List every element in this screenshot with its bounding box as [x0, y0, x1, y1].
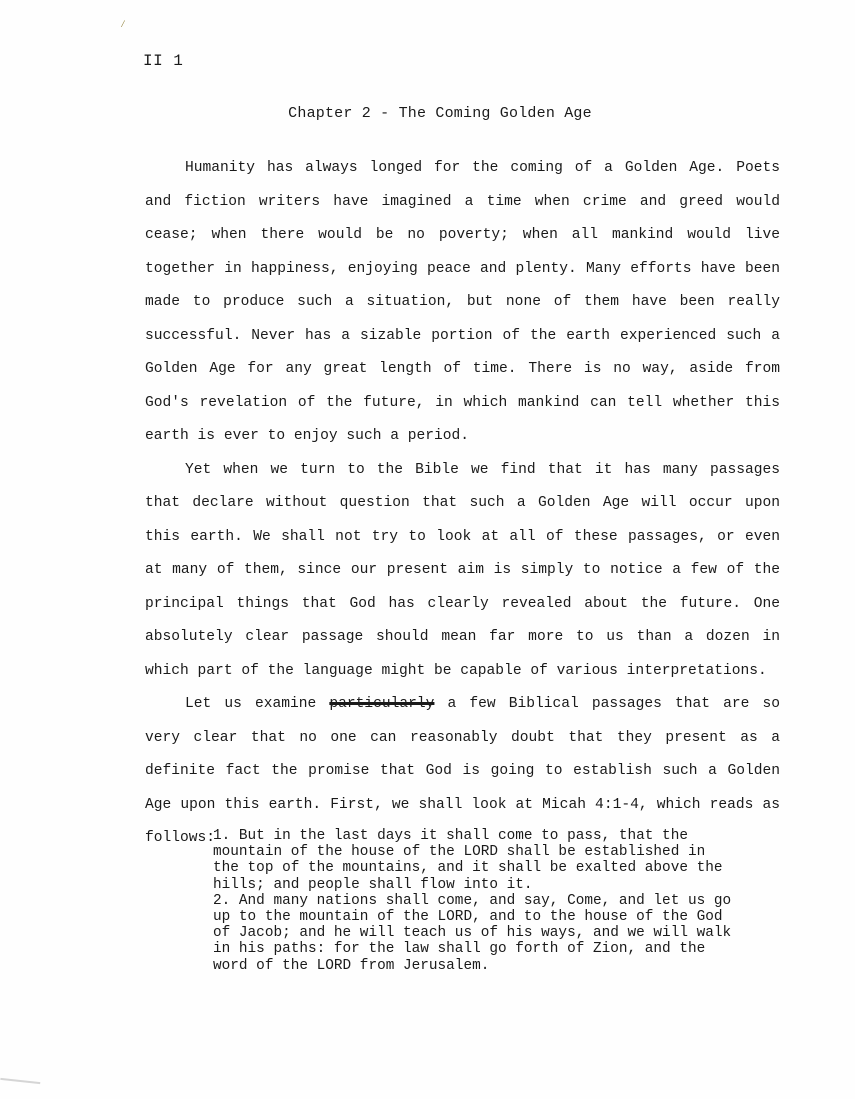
chapter-title: Chapter 2 - The Coming Golden Age [288, 105, 592, 122]
struck-word: particularly [329, 696, 435, 712]
quote-verse-1: 1. But in the last days it shall come to pass, that the mountain of the house of the LORD shall be established in the top of the mountains, and it shall be exalted above the hills; and people shall flow into it. [213, 828, 723, 893]
paragraph-1: Humanity has always longed for the coming of a Golden Age. Poets and fiction writers have imagined a time when crime and greed would cease; when there would be no poverty; when all mankind would live together in happiness, enjoying peace and plenty. Many efforts have been made to produce such a situation, but none of them have been really successful. Never has a sizable portion of the earth experienced such a Golden Age for any great length of time. There is no way, aside from God's revelation of the future, in which mankind can tell whether this earth is ever to enjoy such a period. [145, 160, 780, 444]
page-number: II 1 [143, 52, 184, 70]
paragraph-3-rest: a few Biblical passages that are so very clear that no one can reasonably doubt that they present as a definite fact the promise that God is going to establish such a Golden Age upon this earth. First, we shall look at Micah 4:1-4, which reads as follows: [145, 696, 780, 846]
body-text [145, 152, 780, 856]
scan-artifact [0, 1078, 40, 1090]
pencil-mark-icon: ∕ [120, 20, 127, 31]
paragraph-2: Yet when we turn to the Bible we find that it has many passages that declare without question that such a Golden Age will occur upon this earth. We shall not try to look at all of these passages, or even at many of them, since our present aim is simply to notice a few of the principal things that God has clearly revealed about the future. One absolutely clear passage should mean far more to us than a dozen in which part of the language might be capable of various interpretations. [145, 461, 780, 679]
scripture-quote [213, 828, 733, 974]
paragraph-3-start: Let us examine [185, 696, 330, 712]
quote-verse-2: 2. And many nations shall come, and say, Come, and let us go up to the mountain of the LORD, and to the house of the God of Jacob; and he will teach us of his ways, and we will walk in his paths: for the law shall go forth of Zion, and the word of the LORD from Jerusalem. [213, 892, 732, 974]
